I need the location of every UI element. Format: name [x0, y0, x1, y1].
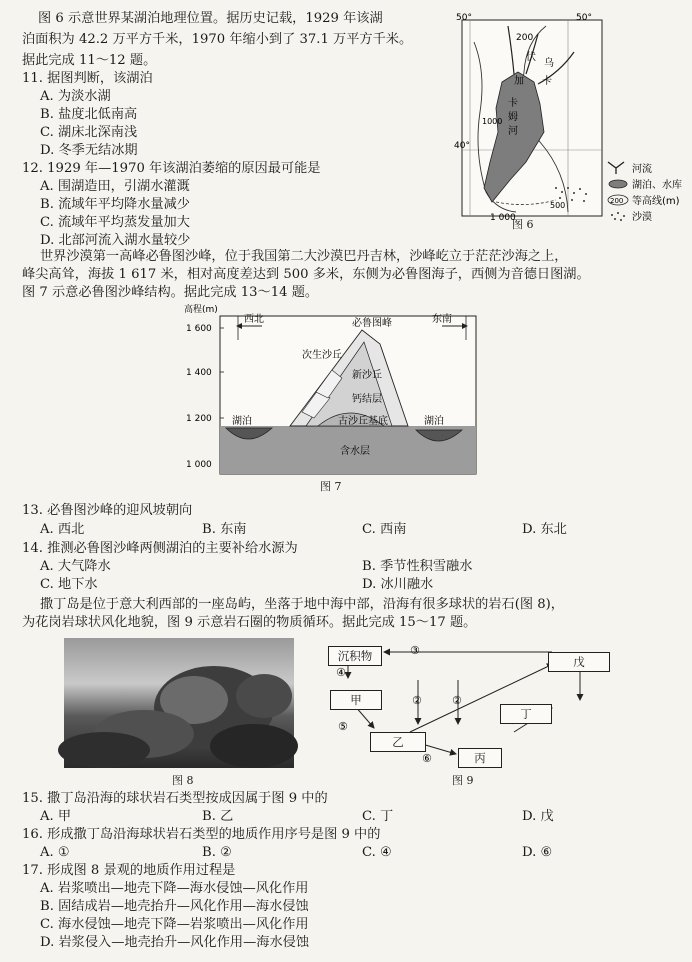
q14-option-b[interactable]: B. 季节性积雪融水	[362, 559, 473, 574]
fig9-node-sediment: 沉积物	[328, 646, 382, 666]
fig6-legend-lake: 湖泊、水库	[632, 180, 682, 191]
fig7-tick-1200: 1 200	[186, 414, 212, 424]
fig7-calcium-layer: 钙结层	[352, 394, 382, 405]
fig6-legend-contour: 等高线(m)	[632, 196, 680, 207]
fig9-arrow-4: ④	[336, 666, 346, 679]
fig6-legend-contour-value: 200	[610, 197, 624, 205]
q13-stem: 13. 必鲁图沙峰的迎风坡朝向	[22, 503, 193, 518]
figure-9-caption: 图 9	[452, 774, 474, 787]
fig9-arrow-5: ⑤	[338, 720, 348, 733]
intro-fig6-line2: 泊面积为 42.2 万平方千米，1970 年缩小到了 37.1 万平方千米。	[22, 32, 413, 47]
q12-option-b[interactable]: B. 流域年平均降水量减少	[40, 197, 190, 212]
q17-option-d[interactable]: D. 岩浆侵入—地壳抬升—风化作用—海水侵蚀	[40, 935, 310, 950]
fig7-old-base: 古沙丘基底	[338, 416, 388, 427]
fig6-contour-1000b: 1 000	[490, 213, 516, 223]
q17-stem: 17. 形成图 8 景观的地质作用过程是	[22, 863, 236, 878]
q14-option-c[interactable]: C. 地下水	[40, 577, 98, 592]
fig6-contour-500: 500	[550, 201, 566, 210]
fig7-tick-1400: 1 400	[186, 368, 212, 378]
q17-option-b[interactable]: B. 固结成岩—地壳抬升—风化作用—海水侵蚀	[40, 899, 309, 914]
fig9-arrow-2a: ②	[412, 694, 422, 707]
q17-option-c[interactable]: C. 海水侵蚀—地壳下降—岩浆喷出—风化作用	[40, 917, 309, 932]
figure-6-caption: 图 6	[512, 218, 534, 231]
q11-option-a[interactable]: A. 为淡水湖	[40, 89, 111, 104]
intro-fig6-line1: 图 6 示意世界某湖泊地理位置。据历史记载，1929 年该湖	[38, 11, 383, 26]
q13-option-c[interactable]: C. 西南	[362, 522, 407, 537]
q11-option-c[interactable]: C. 湖床北深南浅	[40, 125, 138, 140]
fig9-node-ding: 丁	[500, 704, 552, 724]
fig7-tick-1000: 1 000	[186, 460, 212, 470]
fig6-lat-top-left: 50°	[456, 13, 472, 23]
fig7-tick-1600: 1 600	[186, 324, 212, 334]
fig7-west: 西北	[244, 314, 264, 325]
fig9-node-yi: 乙	[370, 732, 426, 752]
fig6-label-ka2: 卡	[542, 76, 552, 87]
q11-stem: 11. 据图判断，该湖泊	[22, 71, 153, 86]
q12-option-a[interactable]: A. 围湖造田，引湖水灌溉	[40, 179, 190, 194]
q16-option-a[interactable]: A. ①	[40, 845, 70, 860]
fig7-ylabel: 高程(m)	[184, 305, 218, 315]
q14-option-a[interactable]: A. 大气降水	[40, 559, 111, 574]
q12-option-d[interactable]: D. 北部河流入湖水量较少	[40, 233, 191, 248]
fig7-lake-right: 湖泊	[424, 416, 444, 427]
fig9-arrow-2b: ②	[452, 694, 462, 707]
fig7-new-dune: 新沙丘	[352, 370, 382, 381]
fig9-arrow-3: ③	[410, 644, 420, 657]
fig6-contour-200: 200	[516, 33, 534, 43]
q16-option-b[interactable]: B. ②	[202, 845, 232, 860]
q15-option-b[interactable]: B. 乙	[202, 809, 234, 824]
intro-fig6-line3: 据此完成 11～12 题。	[22, 53, 157, 68]
fig6-label-he: 河	[508, 126, 518, 137]
fig6-legend-river: 河流	[632, 164, 652, 175]
q13-option-d[interactable]: D. 东北	[522, 522, 567, 537]
fig7-aquifer: 含水层	[340, 446, 370, 457]
fig6-label-fu: 伏	[526, 52, 536, 63]
intro-fig7-line1: 世界沙漠第一高峰必鲁图沙峰，位于我国第二大沙漠巴丹吉林，沙峰屹立于茫茫沙海之上，	[40, 249, 568, 264]
q12-stem: 12. 1929 年—1970 年该湖泊萎缩的原因最可能是	[22, 161, 321, 176]
q16-stem: 16. 形成撒丁岛沿海球状岩石类型的地质作用序号是图 9 中的	[22, 827, 381, 842]
fig6-legend-desert: 沙漠	[632, 212, 652, 223]
q13-option-b[interactable]: B. 东南	[202, 522, 247, 537]
fig6-contour-1000a: 1000	[482, 117, 503, 126]
fig6-label-jia: 加	[514, 76, 524, 87]
fig6-legend	[608, 162, 682, 223]
figure-6-map	[456, 12, 688, 230]
fig7-sub-dune: 次生沙丘	[302, 350, 342, 361]
fig6-lat-mid: 40°	[454, 141, 470, 151]
q17-option-a[interactable]: A. 岩浆喷出—地壳下降—海水侵蚀—风化作用	[40, 881, 309, 896]
figure-7-section	[180, 300, 500, 494]
q15-option-a[interactable]: A. 甲	[40, 809, 72, 824]
fig9-node-wu: 戊	[548, 652, 610, 672]
q16-option-d[interactable]: D. ⑥	[522, 845, 553, 860]
intro-fig8-line1: 撒丁岛是位于意大利西部的一座岛屿，坐落于地中海中部，沿海有很多球状的岩石(图 8)，	[40, 597, 564, 612]
fig6-lat-top-right: 50°	[576, 13, 592, 23]
fig6-label-wu: 乌	[544, 58, 554, 69]
fig7-east: 东南	[432, 314, 452, 325]
q11-option-d[interactable]: D. 冬季无结冰期	[40, 143, 138, 158]
fig9-node-bing: 丙	[458, 748, 502, 768]
q12-option-c[interactable]: C. 流域年平均蒸发量加大	[40, 215, 190, 230]
fig6-label-ka1: 卡	[508, 98, 518, 109]
q16-option-c[interactable]: C. ④	[362, 845, 392, 860]
fig7-lake-left: 湖泊	[232, 416, 252, 427]
q13-option-a[interactable]: A. 西北	[40, 522, 85, 537]
q11-option-b[interactable]: B. 盐度北低南高	[40, 107, 138, 122]
fig6-label-mu: 姆	[508, 112, 518, 123]
figure-8-caption: 图 8	[172, 774, 194, 787]
q14-option-d[interactable]: D. 冰川融水	[362, 577, 434, 592]
fig9-node-jia: 甲	[330, 690, 382, 710]
figure-7-caption: 图 7	[320, 480, 342, 493]
q15-stem: 15. 撒丁岛沿海的球状岩石类型按成因属于图 9 中的	[22, 791, 328, 806]
q15-option-d[interactable]: D. 戊	[522, 809, 554, 824]
intro-fig7-line2: 峰尖高耸，海拔 1 617 米，相对高度差达到 500 多米，东侧为必鲁图海子，西侧为音德日图湖。	[22, 267, 590, 282]
q15-option-c[interactable]: C. 丁	[362, 809, 394, 824]
fig9-arrow-6: ⑥	[422, 752, 432, 765]
intro-fig8-line2: 为花岗岩球状风化地貌，图 9 示意岩石圈的物质循环。据此完成 15～17 题。	[22, 615, 477, 630]
fig7-peak: 必鲁图峰	[352, 318, 392, 329]
q14-stem: 14. 推测必鲁图沙峰两侧湖泊的主要补给水源为	[22, 541, 298, 556]
intro-fig7-line3: 图 7 示意必鲁图沙峰结构。据此完成 13～14 题。	[22, 285, 319, 300]
figure-8-photo	[64, 638, 294, 768]
